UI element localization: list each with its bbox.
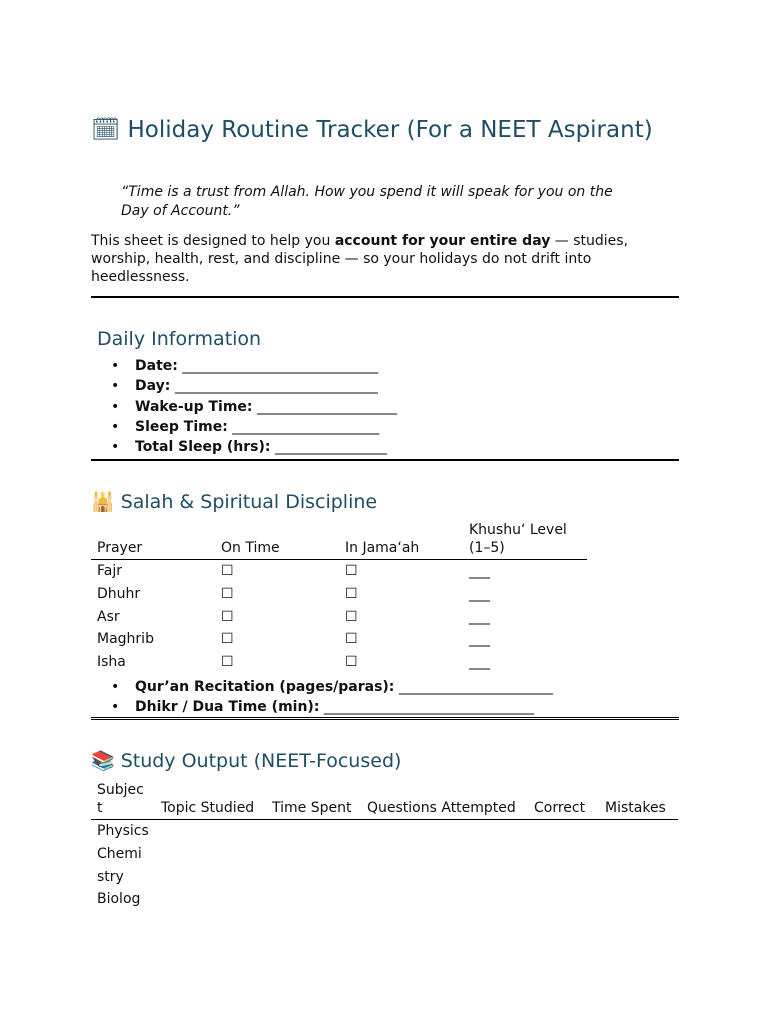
checkbox-icon[interactable]: ☐ — [345, 585, 358, 602]
column-header: Khushu‘ Level (1–5) — [463, 521, 587, 560]
prayer-name: Isha — [97, 654, 126, 671]
field-label: Dhikr / Dua Time (min): — [135, 699, 320, 716]
bullet-icon: • — [111, 679, 120, 695]
list-item-wakeup — [91, 397, 397, 417]
subject-cell: Chemistry — [97, 845, 142, 885]
section-heading-daily: Daily Information — [97, 328, 262, 350]
table-row — [91, 888, 678, 911]
list-item-day — [91, 376, 397, 396]
table-row — [91, 606, 587, 629]
intro-text-before: This sheet is designed to help you — [91, 233, 335, 249]
column-header: In Jama‘ah — [339, 521, 463, 560]
divider-rule — [91, 459, 679, 461]
divider-rule — [91, 717, 679, 720]
list-item-sleep — [91, 417, 397, 437]
list-item-date — [91, 356, 397, 376]
fill-blank: ___ — [469, 585, 490, 602]
column-header: Questions Attempted — [361, 781, 528, 820]
checkbox-icon[interactable]: ☐ — [221, 631, 234, 648]
field-label: Qur’an Recitation (pages/paras): — [135, 679, 395, 695]
column-header: Correct — [528, 781, 599, 820]
field-label: Total Sleep (hrs): — [135, 439, 271, 456]
checkbox-icon[interactable]: ☐ — [221, 654, 234, 671]
table-row — [91, 820, 678, 843]
list-item-dhikr — [91, 697, 553, 717]
fill-blank: ____________________ — [252, 398, 397, 415]
table-row — [91, 560, 587, 583]
section-heading-salah: 🕌 Salah & Spiritual Discipline — [91, 491, 378, 513]
table-header-row — [91, 781, 678, 820]
study-table — [91, 781, 678, 911]
bullet-icon: • — [111, 439, 120, 456]
bullet-icon: • — [111, 358, 120, 374]
column-header: Subject — [91, 781, 155, 820]
intro-paragraph — [91, 232, 679, 286]
prayer-name: Maghrib — [97, 631, 154, 648]
checkbox-icon[interactable]: ☐ — [345, 654, 358, 671]
salah-table — [91, 521, 587, 674]
quote: “Time is a trust from Allah. How you spend it will speak for you on the Day of Account.” — [121, 184, 613, 219]
spiritual-extras-list — [91, 677, 553, 718]
checkbox-icon[interactable]: ☐ — [221, 608, 234, 625]
subject-cell: Biolog — [97, 891, 141, 908]
table-row — [91, 651, 587, 674]
fill-blank: ___ — [469, 608, 490, 625]
fill-blank: ______________________ — [394, 679, 553, 695]
column-header: Prayer — [91, 521, 215, 560]
field-label: Sleep Time: — [135, 418, 228, 435]
list-item-quran — [91, 677, 553, 697]
prayer-name: Asr — [97, 608, 120, 625]
fill-blank: ___ — [469, 631, 490, 648]
bullet-icon: • — [111, 398, 120, 415]
fill-blank: ___ — [469, 654, 490, 671]
field-label: Wake-up Time: — [135, 398, 253, 415]
field-label: Day: — [135, 378, 171, 395]
bullet-icon: • — [111, 699, 120, 716]
fill-blank: ____________________________ — [177, 358, 379, 374]
subject-cell: Physics — [97, 823, 149, 839]
fill-blank: ___ — [469, 563, 490, 579]
bullet-icon: • — [111, 378, 120, 395]
bullet-icon: • — [111, 418, 120, 435]
prayer-name: Fajr — [97, 563, 122, 579]
daily-info-list — [91, 356, 397, 457]
checkbox-icon[interactable]: ☐ — [345, 608, 358, 625]
table-row — [91, 583, 587, 606]
checkbox-icon[interactable]: ☐ — [221, 563, 234, 579]
column-header: Time Spent — [266, 781, 361, 820]
checkbox-icon[interactable]: ☐ — [345, 563, 358, 579]
intro-text-bold: account for your entire day — [334, 233, 551, 249]
fill-blank: ______________________________ — [319, 699, 534, 716]
intro-text-after: — studies, worship, health, rest, and discipline — so your holidays do not drift into heedlessness. — [91, 233, 629, 285]
divider-rule — [91, 296, 679, 298]
column-header: Topic Studied — [155, 781, 266, 820]
section-heading-study: 📚 Study Output (NEET-Focused) — [91, 750, 402, 772]
page-title: 🗓 Holiday Routine Tracker (For a NEET Aspirant) — [91, 117, 653, 143]
fill-blank: _____________________ — [227, 418, 380, 435]
table-header-row — [91, 521, 587, 560]
fill-blank: _____________________________ — [170, 378, 378, 395]
checkbox-icon[interactable]: ☐ — [345, 631, 358, 648]
table-row — [91, 628, 587, 651]
table-row — [91, 843, 678, 889]
fill-blank: ________________ — [270, 439, 387, 456]
list-item-total-sleep — [91, 437, 397, 457]
checkbox-icon[interactable]: ☐ — [221, 585, 234, 602]
prayer-name: Dhuhr — [97, 585, 141, 602]
column-header: Mistakes — [599, 781, 678, 820]
field-label: Date: — [135, 358, 178, 374]
column-header: On Time — [215, 521, 339, 560]
